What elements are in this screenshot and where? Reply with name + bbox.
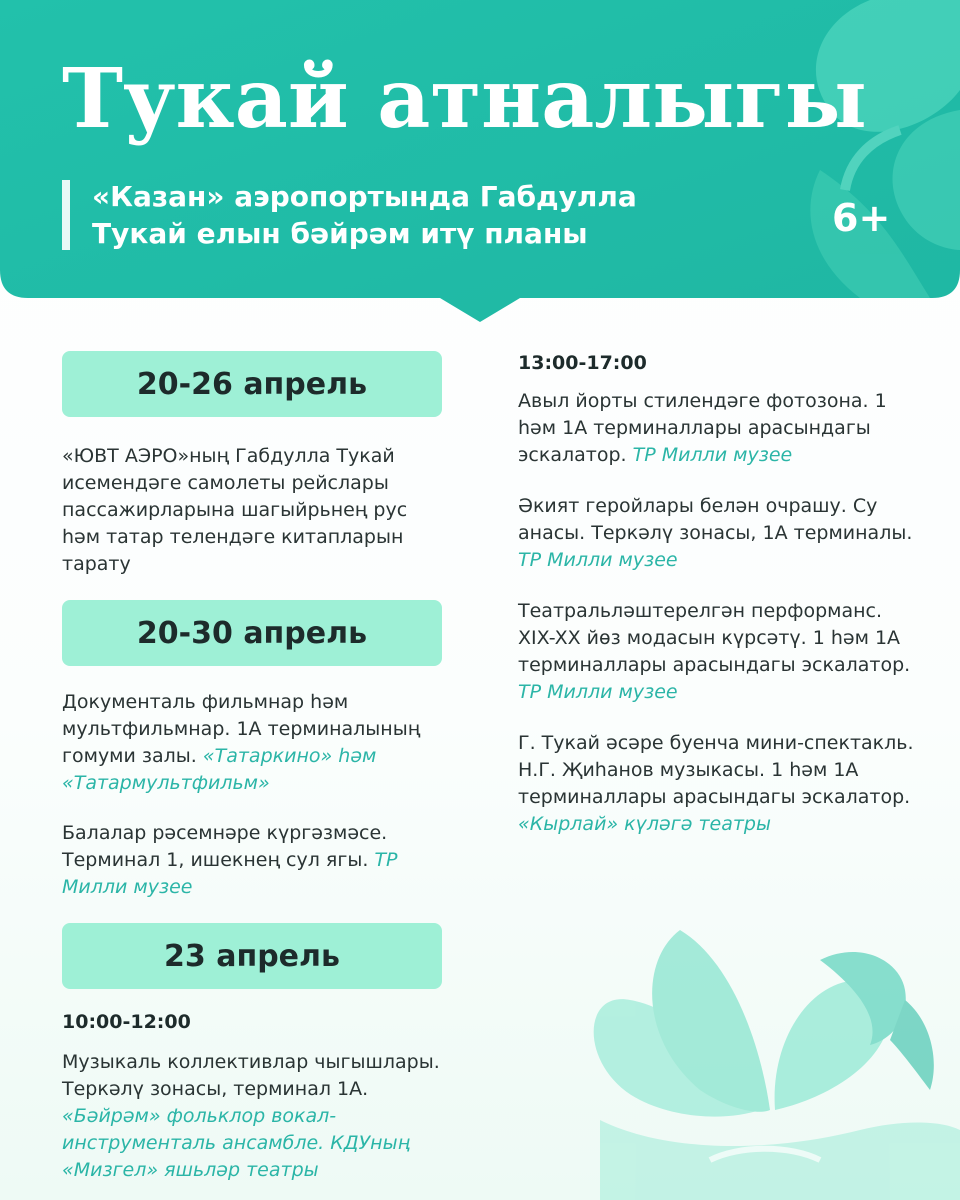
right-column xyxy=(518,350,918,838)
event-text: Авыл йорты стилендәге фотозона. 1 һәм 1А терминаллары арасындагы эскалатор. xyxy=(518,390,887,466)
header-background xyxy=(0,0,960,330)
subtitle-line: «Казан» аэропортында Габдулла xyxy=(92,180,637,213)
subtitle-line: Тукай елын бәйрәм итү планы xyxy=(92,217,588,250)
event-text: «ЮВТ АЭРО»ның Габдулла Тукай исемендәге самолеты рейслары пассажирларына шагыйрьнең рус һәм татар телендәге китапларын тарату xyxy=(62,445,408,575)
page-title: Тукай атналыгы xyxy=(62,51,867,147)
event-text: Балалар рәсемнәре күргәзмәсе. Терминал 1, ишекнең сул ягы. xyxy=(62,822,388,871)
event-organizer: ТР Милли музее xyxy=(632,444,793,466)
event-text: Музыкаль коллективлар чыгышлары. Теркәлү зонасы, терминал 1А. xyxy=(62,1051,440,1100)
event-text: Театральләштерелгән перформанс. XIX-XX йөз модасын күрсәтү. 1 һәм 1А терминаллары арасындагы эскалатор. xyxy=(518,600,911,676)
event-text: Документаль фильмнар һәм мультфильмнар. 1А терминалының гомуми залы. xyxy=(62,691,421,767)
event-organizer: ТР Милли музее xyxy=(518,681,678,703)
date-pill: 20-26 апрель xyxy=(62,351,442,417)
event-organizer: «Кырлай» күләгә театры xyxy=(518,813,771,835)
event-item xyxy=(62,1049,442,1184)
age-rating-badge: 6+ xyxy=(832,196,891,240)
date-pill: 23 апрель xyxy=(62,923,442,989)
event-organizer: ТР Милли музее xyxy=(62,849,398,898)
left-column xyxy=(62,351,442,1184)
subtitle xyxy=(92,178,732,252)
event-item xyxy=(62,689,442,797)
date-pill: 20-30 апрель xyxy=(62,600,442,666)
event-item xyxy=(62,820,442,901)
header-banner xyxy=(0,0,960,330)
ornament-tulip-icon xyxy=(560,920,960,1200)
event-organizer: «Татаркино» һәм «Татармультфильм» xyxy=(62,745,377,794)
event-item xyxy=(518,730,918,838)
event-organizer: «Бәйрәм» фольклор вокал-инструменталь ансамбле. КДУның «Мизгел» яшьләр театры xyxy=(62,1105,411,1181)
event-item xyxy=(518,493,918,574)
event-item xyxy=(518,598,918,706)
event-text: Әкият геройлары белән очрашу. Су анасы. Теркәлү зонасы, 1А терминалы. xyxy=(518,495,913,544)
event-item xyxy=(518,388,918,469)
event-organizer: ТР Милли музее xyxy=(518,549,678,571)
event-text: Г. Тукай әсәре буенча мини-спектакль. Н.Г. Җиһанов музыкасы. 1 һәм 1А терминаллары арасындагы эскалатор. xyxy=(518,732,914,808)
subtitle-accent-bar xyxy=(62,180,70,250)
event-time: 13:00-17:00 xyxy=(518,352,647,374)
event-time: 10:00-12:00 xyxy=(62,1011,191,1033)
